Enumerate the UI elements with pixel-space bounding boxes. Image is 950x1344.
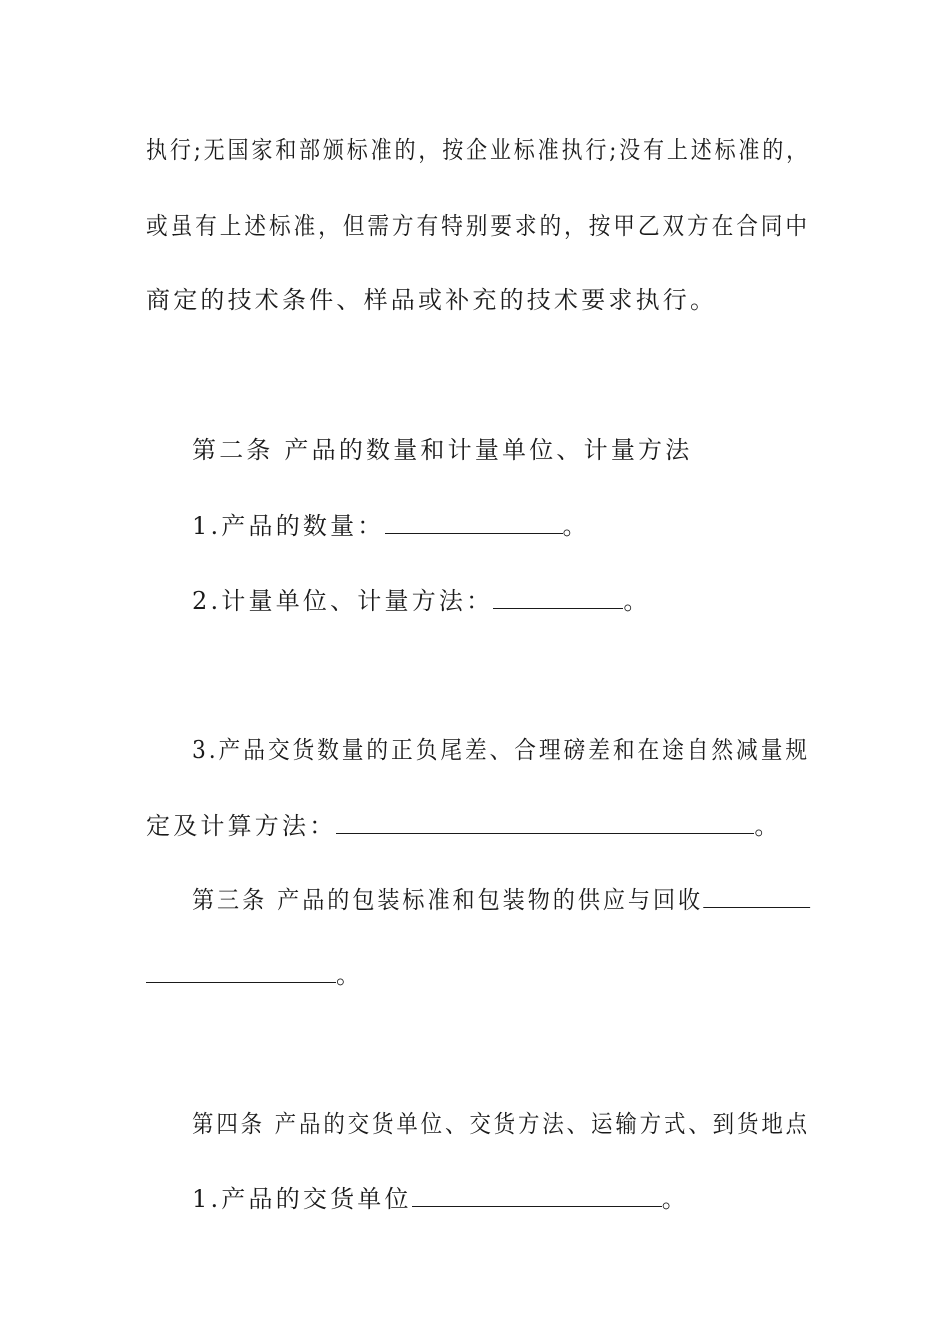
field-label: 1.产品的交货单位 xyxy=(192,1185,412,1213)
line-text: 第四条 产品的交货单位、交货方法、运输方式、到货地点 xyxy=(192,1110,811,1138)
field-label: 第三条 产品的包装标准和包装物的供应与回收 xyxy=(192,886,704,914)
fill-in-blank[interactable] xyxy=(336,811,754,834)
field-suffix: 。 xyxy=(661,1185,689,1213)
line-text: 或虽有上述标准，但需方有特别要求的，按甲乙双方在合同中 xyxy=(146,212,810,240)
article-heading xyxy=(192,1110,810,1138)
article-heading xyxy=(192,885,810,914)
paragraph-line xyxy=(146,212,810,240)
fill-in-blank[interactable] xyxy=(412,1184,662,1207)
article-heading xyxy=(192,436,692,464)
field-label: 定及计算方法： xyxy=(146,812,337,840)
line-text: 3.产品交货数量的正负尾差、合理磅差和在途自然减量规 xyxy=(192,736,810,764)
fill-in-line xyxy=(192,1184,689,1213)
line-text: 执行;无国家和部颁标准的，按企业标准执行;没有上述标准的， xyxy=(146,136,811,164)
fill-in-blank[interactable] xyxy=(493,586,623,609)
paragraph-line xyxy=(192,736,810,764)
line-text: 第二条 产品的数量和计量单位、计量方法 xyxy=(192,436,693,464)
field-suffix: 。 xyxy=(623,587,651,615)
fill-in-blank[interactable] xyxy=(385,511,563,534)
fill-in-line xyxy=(146,960,363,989)
field-suffix: 。 xyxy=(562,512,590,540)
field-label: 1.产品的数量： xyxy=(192,512,385,540)
fill-in-line xyxy=(146,811,782,840)
field-label: 2.计量单位、计量方法： xyxy=(192,587,494,615)
fill-in-line xyxy=(192,511,590,540)
paragraph-line xyxy=(146,136,810,164)
field-suffix: 。 xyxy=(336,961,364,989)
fill-in-blank[interactable] xyxy=(146,960,336,983)
fill-in-blank[interactable] xyxy=(703,885,810,908)
fill-in-line xyxy=(192,586,651,615)
line-text: 商定的技术条件、样品或补充的技术要求执行。 xyxy=(146,286,718,314)
field-suffix: 。 xyxy=(754,812,782,840)
paragraph-line xyxy=(146,286,717,314)
